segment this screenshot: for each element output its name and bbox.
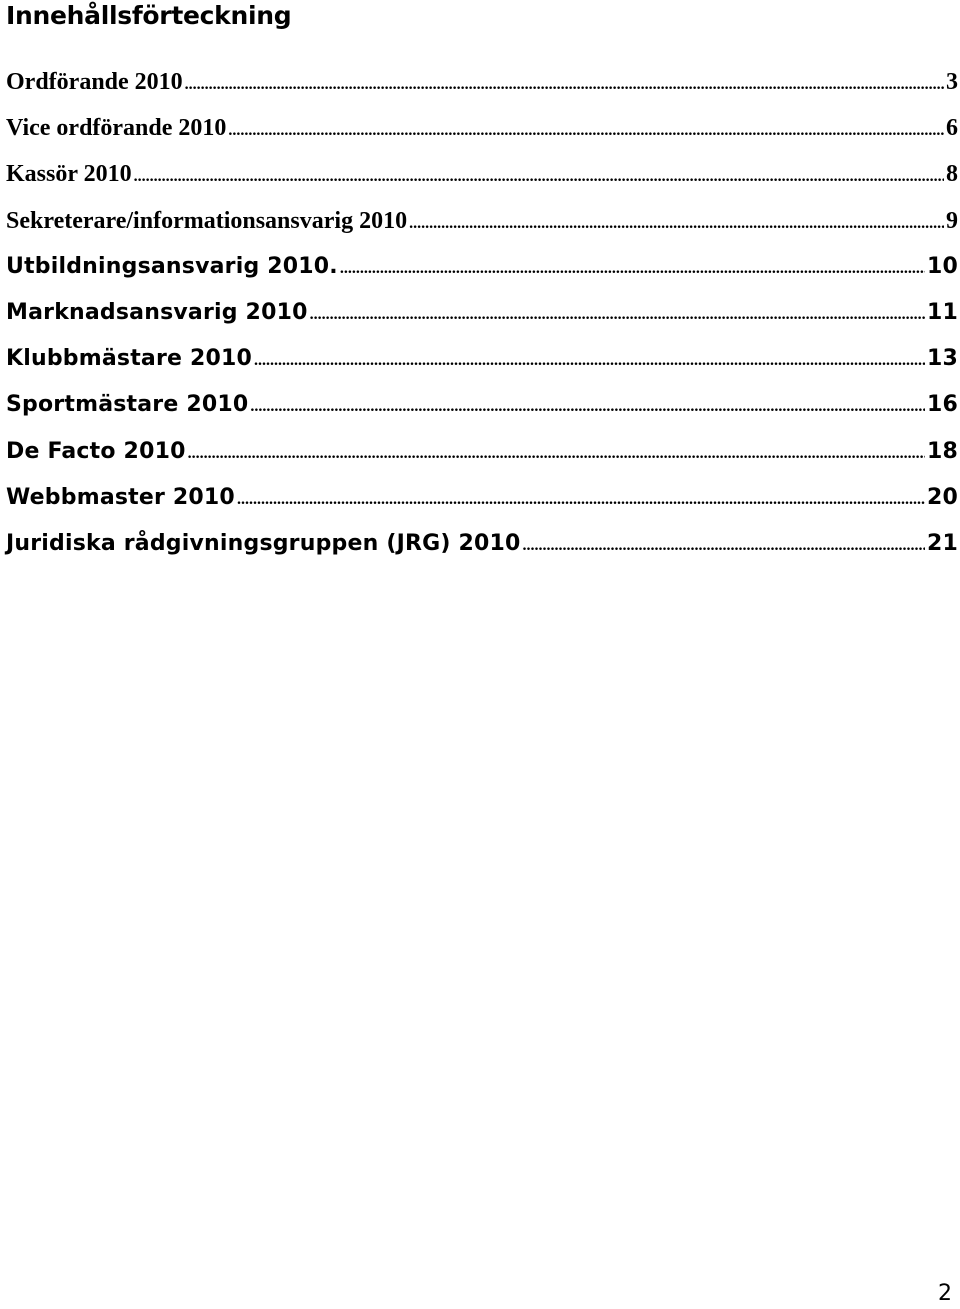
toc-entry-page: 16 xyxy=(926,392,958,418)
toc-entry-page: 8 xyxy=(946,161,958,188)
toc-entry-page: 13 xyxy=(926,346,958,372)
toc-entry-marknadsansvarig[interactable] xyxy=(6,297,958,343)
toc-entry-jrg[interactable] xyxy=(6,528,958,574)
toc-entry-page: 3 xyxy=(946,69,958,95)
page-number: 2 xyxy=(938,1281,952,1306)
toc-entry-title: Marknadsansvarig 2010 xyxy=(6,299,308,325)
toc-entry-de-facto[interactable] xyxy=(6,436,958,482)
toc-entry-page: 21 xyxy=(926,530,958,556)
toc-entry-sekreterare[interactable] xyxy=(6,205,958,251)
toc-entry-page: 11 xyxy=(926,299,958,325)
toc-entry-title: De Facto 2010 xyxy=(6,438,186,464)
toc-entry-webbmaster[interactable] xyxy=(6,482,958,528)
toc-entry-title: Sekreterare/informationsansvarig 2010 xyxy=(6,207,408,234)
toc-entry-ordforande[interactable] xyxy=(6,66,958,112)
toc-entry-klubbmastare[interactable] xyxy=(6,343,958,389)
toc-entry-title: Vice ordförande 2010 xyxy=(6,115,227,142)
toc-entry-utbildningsansvarig[interactable] xyxy=(6,251,958,297)
toc-dot-leader xyxy=(188,438,925,470)
toc-dot-leader xyxy=(523,530,925,562)
toc-dot-leader xyxy=(134,161,944,193)
toc-entry-vice-ordforande[interactable] xyxy=(6,112,958,158)
toc-entry-title: Ordförande 2010 xyxy=(6,69,183,95)
toc-entry-kassor[interactable] xyxy=(6,158,958,204)
toc-entry-title: Klubbmästare 2010 xyxy=(6,346,253,372)
toc-entry-page: 20 xyxy=(926,484,958,510)
toc-dot-leader xyxy=(409,208,944,240)
toc-dot-leader xyxy=(254,345,925,377)
toc-entry-title: Sportmästare 2010 xyxy=(6,392,249,418)
toc-dot-leader xyxy=(250,391,925,423)
toc-entry-page: 18 xyxy=(926,438,958,464)
toc-entry-page: 9 xyxy=(946,207,958,234)
toc-entry-title: Webbmaster 2010 xyxy=(6,484,235,510)
toc-entry-title: Utbildningsansvarig 2010. xyxy=(6,253,338,279)
toc-heading: Innehållsförteckning xyxy=(6,1,292,30)
toc-entry-page: 10 xyxy=(926,253,958,279)
toc-dot-leader xyxy=(310,299,925,331)
toc-list xyxy=(6,66,958,574)
toc-entry-sportmastare[interactable] xyxy=(6,389,958,435)
toc-dot-leader xyxy=(340,253,925,285)
toc-dot-leader xyxy=(237,484,925,516)
toc-dot-leader xyxy=(228,115,944,147)
toc-entry-page: 6 xyxy=(946,115,958,142)
toc-dot-leader xyxy=(185,69,944,101)
toc-entry-title: Kassör 2010 xyxy=(6,161,132,188)
toc-entry-title: Juridiska rådgivningsgruppen (JRG) 2010 xyxy=(6,530,521,556)
